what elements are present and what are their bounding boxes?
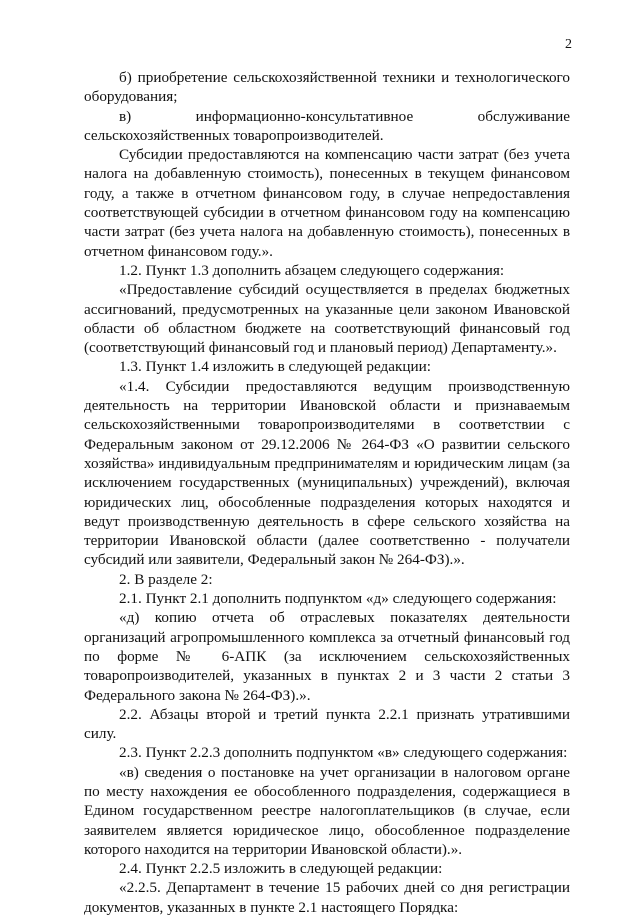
paragraph-item-2-2-5: «2.2.5. Департамент в течение 15 рабочих дней со дня регистрации документов, указанных в пункте 2.1 настоящего Порядка: (84, 879, 570, 916)
paragraph-amendment-2-3: 2.3. Пункт 2.2.3 дополнить подпунктом «в» следующего содержания: (119, 744, 568, 762)
paragraph-amendment-2-2: 2.2. Абзацы второй и третий пункта 2.2.1 признать утратившими силу. (84, 705, 570, 743)
paragraph-amendment-2-1: 2.1. Пункт 2.1 дополнить подпунктом «д» следующего содержания: (119, 590, 557, 608)
paragraph-amendment-1-2: 1.2. Пункт 1.3 дополнить абзацем следующего содержания: (119, 261, 505, 279)
document-body (84, 68, 570, 917)
paragraph-amendment-1-3: 1.3. Пункт 1.4 изложить в следующей редакции: (119, 358, 432, 376)
paragraph-item-b: б) приобретение сельскохозяйственной техники и технологического оборудования; (84, 69, 570, 106)
paragraph-budget-limits: «Предоставление субсидий осуществляется в пределах бюджетных ассигнований, предусмотренных на указанные цели законом Ивановской области об областном бюджете на соответствующий финансовый год (соответствующий финансовый год и плановый период) Департаменту.». (84, 281, 570, 357)
paragraph-subsidy-compensation: Субсидии предоставляются на компенсацию части затрат (без учета налога на добавленную стоимость), понесенных в текущем финансовом году, а также в отчетном финансовом году, в случае непредоставления соответствующей субсидии в отчетном финансовом году на компенсацию части затрат (без учета налога на добавленную стоимость), понесенных в отчетном финансовом году.». (84, 146, 570, 260)
paragraph-amendment-2-4: 2.4. Пункт 2.2.5 изложить в следующей редакции: (119, 860, 443, 878)
paragraph-subitem-d: «д) копию отчета об отраслевых показателях деятельности организаций агропромышленного комплекса за отчетный финансовый год по форме № 6-АПК (за исключением сельскохозяйственных товаропроизводителей, указанных в пунктах 2 и 3 части 2 статьи 3 Федерального закона № 264-ФЗ).». (84, 609, 570, 704)
page-number: 2 (565, 37, 572, 52)
paragraph-subitem-v: «в) сведения о постановке на учет организации в налоговом органе по месту нахождения ее обособленного подразделения, содержащиеся в Едином государственном реестре налогоплательщиков (в случае, если заявителем является юридическое лицо, обособленное подразделение которого находится на территории Ивановской области).». (84, 763, 570, 858)
paragraph-item-1-4: «1.4. Субсидии предоставляются ведущим производственную деятельность на территории Ивановской области и признаваемым сельскохозяйственными товаропроизводителями в соответствии с Федеральным законом от 29.12.2006 № 264-ФЗ «О развитии сельского хозяйства» индивидуальным предпринимателям и юридическим лицам (за исключением государственных (муниципальных) учреждений), включая юридических лиц, обособленные подразделения которых находятся и ведут производственную деятельность в сфере сельского хозяйства на территории Ивановской области (далее соответственно - получатели субсидий или заявители, Федеральный закон № 264-ФЗ).». (84, 377, 570, 569)
paragraph-section-2: 2. В разделе 2: (119, 570, 213, 588)
paragraph-item-v: в) информационно-консультативное обслуживание сельскохозяйственных товаропроизводителей. (84, 107, 570, 144)
